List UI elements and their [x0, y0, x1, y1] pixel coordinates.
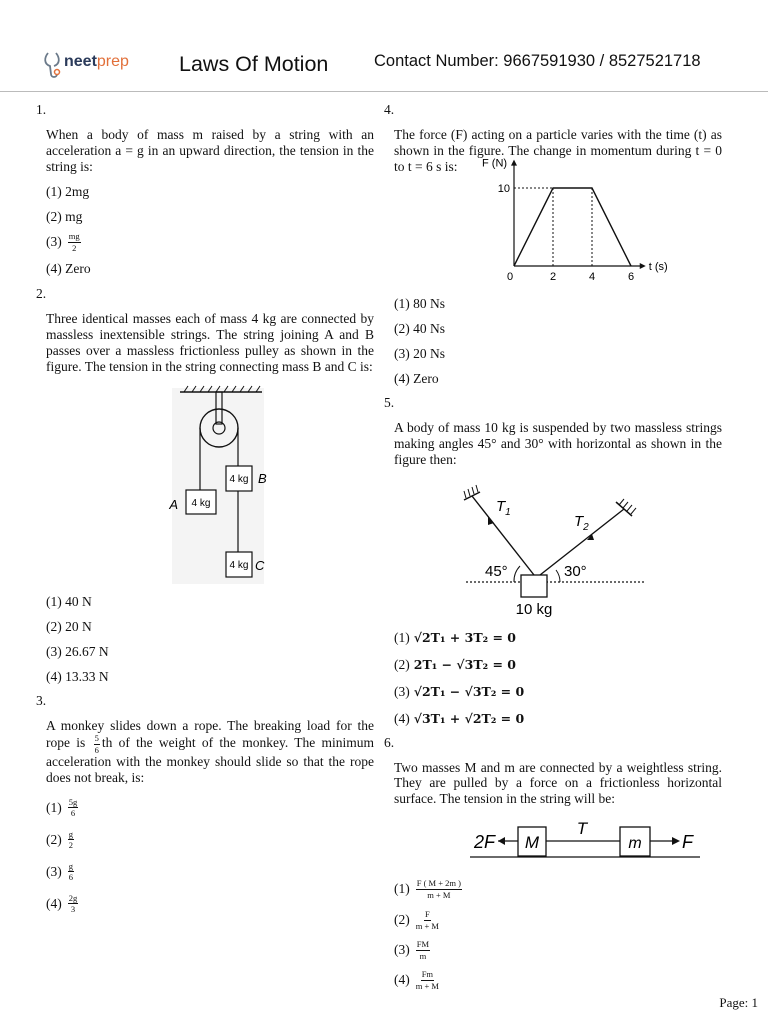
question-3 [36, 693, 374, 915]
page-header [0, 0, 768, 92]
fraction-num: mg [68, 231, 80, 242]
angle-arc-30 [556, 570, 560, 582]
fraction [68, 798, 79, 818]
fraction [68, 830, 74, 850]
option-2 [394, 909, 722, 931]
question-text-a: A monkey slides down a rope. The breaking load for the rope is [46, 718, 374, 751]
option-label: (3) [46, 863, 62, 879]
right-column [384, 100, 722, 991]
mass-b-label: 4 kg [229, 474, 249, 486]
option-4: (4) Zero [394, 371, 439, 387]
question-number: 6. [384, 734, 395, 750]
mass-label: 10 kg [515, 600, 553, 618]
option-2 [394, 655, 722, 675]
mass-a-label: 4 kg [191, 498, 211, 510]
fraction [68, 232, 81, 252]
fraction-num: 2g [68, 892, 78, 903]
angle-45-label: 45° [485, 562, 508, 580]
option-3 [46, 231, 374, 253]
fraction-den: 3 [70, 904, 76, 915]
arrow-f [672, 837, 680, 845]
question-6 [384, 735, 722, 991]
option-label: (1) [394, 880, 410, 896]
option-label: (4) [394, 710, 410, 726]
option-label: (1) [46, 799, 62, 815]
fraction-den: 6 [70, 808, 76, 819]
fraction [416, 879, 462, 899]
label-t2: $T_2$ [574, 512, 589, 533]
label-2f: 2F [474, 832, 496, 853]
option-label: (2) [394, 656, 410, 672]
fraction-num: g [68, 860, 73, 871]
fraction [416, 940, 430, 960]
page-title: Laws Of Motion [179, 52, 329, 76]
x-tick-label: 2 [549, 271, 557, 284]
logo-text [64, 52, 129, 71]
question-number: 3. [36, 693, 47, 709]
option-expression: √3T₁ + √2T₂ = 0 [413, 711, 525, 727]
label-t1: $T_1$ [496, 497, 511, 518]
fraction-den: 6 [94, 744, 99, 755]
option-3 [46, 860, 374, 883]
fraction-num: F ( M + 2m ) [416, 878, 461, 889]
label-b: B [258, 471, 267, 487]
option-label: (4) [394, 971, 410, 987]
option-label: (3) [46, 234, 62, 250]
label-f: F [682, 832, 693, 853]
option-3: (3) 26.67 N [46, 644, 109, 660]
option-expression: 2T₁ − √3T₂ = 0 [413, 657, 516, 673]
question-number: 5. [384, 395, 395, 411]
option-1: (1) 2mg [46, 184, 90, 200]
pulley-figure [36, 384, 374, 584]
label-t: T [576, 819, 588, 839]
fraction-num: 5g [68, 796, 78, 807]
strings-figure [384, 478, 722, 620]
x-tick-label: 4 [588, 271, 596, 284]
question-5 [384, 395, 722, 728]
question-text: The force (F) acting on a particle varies with the time (t) as shown in the figure. The change in momentum during t = 0 to t = 6 s is: [394, 127, 722, 174]
option-1: (1) 80 Ns [394, 296, 445, 312]
label-small-m: m [628, 835, 642, 853]
question-text-b: th of the weight of the monkey. The minimum acceleration with the monkey should slide so that the rope does not break, is: [46, 735, 374, 786]
question-2 [36, 286, 374, 685]
option-label: (2) [46, 831, 62, 847]
fraction-num: Fm [421, 969, 434, 980]
x-axis-arrow [640, 263, 646, 269]
question-number: 4. [384, 102, 395, 117]
fraction [68, 894, 79, 914]
x-tick-label: 6 [627, 271, 635, 284]
label-big-m: M [524, 833, 540, 853]
x-tick-label: 0 [506, 271, 514, 284]
series-line [514, 188, 631, 266]
option-label: (4) [46, 895, 62, 911]
fraction-den: m + M [415, 980, 439, 991]
option-4: (4) Zero [46, 261, 91, 277]
option-3: (3) 20 Ns [394, 346, 445, 362]
two-masses-figure [384, 817, 722, 865]
fraction [416, 970, 439, 990]
fraction-num: 5 [94, 733, 99, 744]
option-2: (2) mg [46, 209, 83, 225]
logo-text-neet: neet [64, 53, 97, 70]
question-number: 2. [36, 286, 47, 302]
y-tick-label: 10 [497, 183, 510, 196]
question-text: Two masses M and m are connected by a weightless string. They are pulled by a force on a frictionless horizontal surface. The tension in the string will be: [394, 759, 722, 807]
option-1: (1) 40 N [46, 594, 92, 610]
question-4 [384, 102, 722, 387]
option-1 [46, 796, 374, 819]
question-text: Three identical masses each of mass 4 kg are connected by massless inextensible strings. The string joining A and B passes over a massless frictionless pulley as shown in the figure. The tension in the string connecting mass B and C is: [46, 311, 374, 374]
fraction-num: FM [416, 939, 430, 950]
fraction [94, 734, 100, 754]
fraction-den: 2 [72, 242, 77, 253]
fraction-den: m + M [415, 920, 439, 931]
option-expression: √2T₁ − √3T₂ = 0 [413, 684, 525, 700]
option-label: (2) [394, 911, 410, 927]
label-c: C [255, 558, 265, 574]
option-label: (3) [394, 941, 410, 957]
x-axis-label: t (s) [648, 261, 668, 274]
mass-block [521, 575, 547, 597]
question-text: A body of mass 10 kg is suspended by two massless strings making angles 45° and 30° with horizontal as shown in the figure then: [394, 420, 722, 467]
question-number: 1. [36, 102, 47, 117]
logo-figure-icon [42, 50, 64, 80]
label-a: A [169, 497, 178, 513]
fraction [416, 910, 439, 930]
option-label: (1) [394, 629, 410, 645]
option-2: (2) 20 N [46, 619, 92, 635]
neetprep-logo [42, 50, 152, 82]
chart-marks [498, 183, 634, 283]
fraction-num: F [424, 909, 430, 920]
option-1 [394, 877, 722, 901]
question-1 [36, 102, 374, 277]
left-column [36, 100, 374, 915]
chart-axes [511, 160, 646, 269]
fraction-den: m + M [427, 889, 451, 900]
option-1 [394, 628, 722, 648]
option-4: (4) 13.33 N [46, 669, 109, 685]
option-3 [394, 939, 722, 961]
option-4 [394, 969, 722, 991]
angle-30-label: 30° [564, 562, 587, 580]
option-expression: √2T₁ + 3T₂ = 0 [413, 630, 516, 646]
contact-number: Contact Number: 9667591930 / 8527521718 [374, 52, 701, 70]
page-number: Page: 1 [719, 995, 758, 1010]
fraction-den: 6 [68, 872, 73, 883]
fraction [68, 862, 74, 882]
option-2 [46, 828, 374, 851]
logo-text-prep: prep [96, 53, 129, 70]
option-4 [46, 892, 374, 915]
y-axis-label: F (N) [482, 157, 508, 170]
question-text: When a body of mass m raised by a string with an acceleration a = g in an upward direction, the tension in the string is: [46, 127, 374, 174]
force-time-chart [384, 157, 722, 290]
arrow-2f [498, 837, 505, 845]
fraction-num: g [68, 828, 73, 839]
angle-arc-45 [514, 566, 520, 582]
fraction-den: m [419, 950, 427, 961]
option-label: (3) [394, 683, 410, 699]
fraction-den: 2 [68, 840, 73, 851]
option-3 [394, 682, 722, 702]
option-2: (2) 40 Ns [394, 321, 445, 337]
mass-c-label: 4 kg [229, 560, 249, 572]
question-text [46, 718, 374, 785]
option-4 [394, 709, 722, 729]
